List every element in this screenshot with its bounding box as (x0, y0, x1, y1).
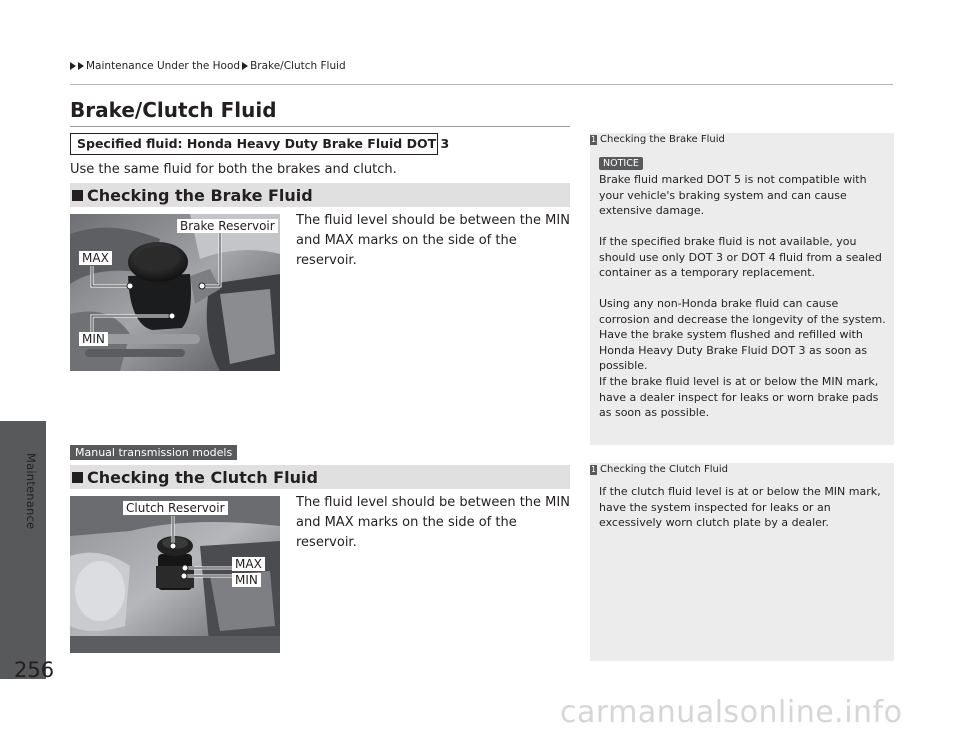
brake-heading-text: Checking the Brake Fluid (87, 185, 313, 205)
heading-square-icon (72, 190, 83, 201)
breadcrumb-arrow-icon (242, 62, 248, 70)
brake-max-label: MAX (79, 251, 112, 265)
brake-body-text: The fluid level should be between the MIN and MAX marks on the side of the reservoir. (296, 213, 570, 268)
notice-badge: NOTICE (599, 157, 643, 170)
clutch-reservoir-label: Clutch Reservoir (123, 501, 228, 515)
chapter-label: Maintenance (24, 453, 38, 530)
intro-text: Use the same fluid for both the brakes and clutch. (70, 162, 397, 177)
clutch-note-para-1: If the clutch fluid level is at or below the MIN mark, have the system inspected for leaks or an excessively worn clutch plate by a dealer. (599, 485, 881, 529)
breadcrumb-arrow-icon (78, 62, 84, 70)
clutch-min-label: MIN (232, 573, 261, 587)
model-tag: Manual transmission models (70, 445, 237, 460)
note-marker-icon: 1 (590, 464, 597, 474)
brake-note-para-3: Using any non-Honda brake fluid can cause corrosion and decrease the longevity of the system. Have the brake system flushed and refilled with Honda Heavy Duty Brake Fluid DOT 3 as soon as possible. (599, 297, 886, 372)
header-rule (70, 84, 893, 85)
brake-reservoir-label: Brake Reservoir (177, 219, 278, 233)
clutch-note-title (590, 464, 728, 475)
page-title: Brake/Clutch Fluid (70, 98, 277, 122)
breadcrumb-arrow-icon (70, 62, 76, 70)
brake-min-label: MIN (79, 332, 108, 346)
clutch-note-title-text: Checking the Clutch Fluid (600, 464, 729, 475)
brake-note-para-2: If the specified brake fluid is not available, you should use only DOT 3 or DOT 4 fluid from a sealed container as a temporary replacement. (599, 235, 882, 279)
brake-callout-lines (70, 214, 280, 371)
clutch-body-text: The fluid level should be between the MIN and MAX marks on the side of the reservoir. (296, 495, 570, 550)
clutch-section-heading (70, 465, 570, 489)
breadcrumb-page: Brake/Clutch Fluid (250, 60, 346, 72)
heading-square-icon (72, 472, 83, 483)
brake-note-title (590, 134, 725, 145)
brake-note-para-4: If the brake fluid level is at or below the MIN mark, have a dealer inspect for leaks or worn brake pads as soon as possible. (599, 375, 879, 419)
page-number: 256 (14, 658, 55, 682)
clutch-max-label: MAX (232, 557, 265, 571)
brake-note-para-1: Brake fluid marked DOT 5 is not compatible with your vehicle's braking system and can cause extensive damage. (599, 173, 867, 217)
watermark: carmanualsonline.info (560, 695, 903, 730)
specified-fluid-box: Specified fluid: Honda Heavy Duty Brake Fluid DOT 3 (70, 133, 438, 155)
brake-section-heading (70, 183, 570, 207)
note-marker-icon: 1 (590, 134, 597, 144)
breadcrumb (70, 60, 346, 72)
brake-note-title-text: Checking the Brake Fluid (600, 134, 725, 145)
clutch-heading-text: Checking the Clutch Fluid (87, 467, 318, 487)
breadcrumb-section[interactable]: Maintenance Under the Hood (86, 60, 241, 72)
title-rule (70, 126, 570, 127)
